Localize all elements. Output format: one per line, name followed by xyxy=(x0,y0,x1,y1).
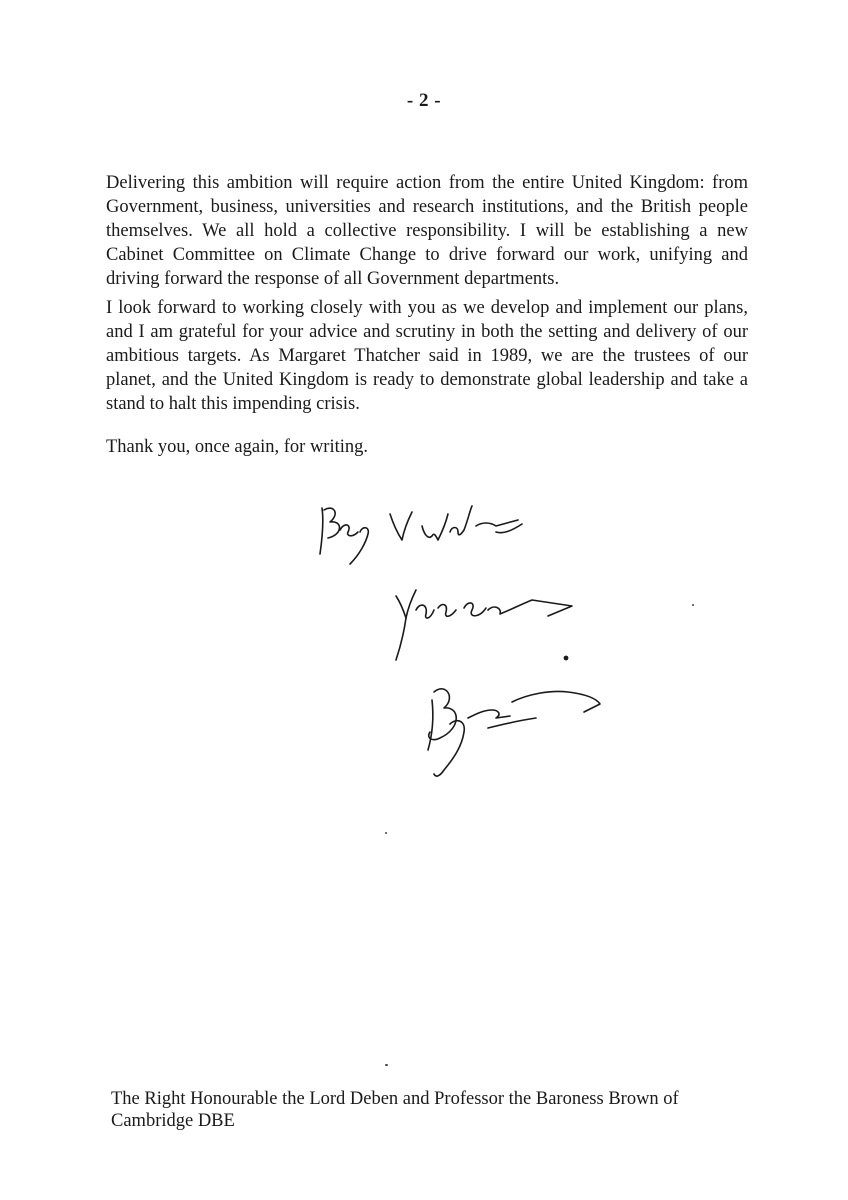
scan-speck xyxy=(692,604,694,606)
paragraph-working-together: I look forward to working closely with you as we develop and implement our plans, and I am grateful for your advice and scrutiny in both the setting and delivery of our ambitious targets. As Margaret Thatcher said in 1989, we are the trustees of our planet, and the United Kingdom is ready to demonstrate global leadership and take a stand to halt this impending crisis. xyxy=(106,298,748,414)
scan-speck xyxy=(385,1064,388,1066)
scan-speck xyxy=(385,832,387,834)
paragraph-ambition: Delivering this ambition will require action from the entire United Kingdom: from Government, business, universities and research institutions, and the British people themselves. We all hold a collective responsibility. I will be establishing a new Cabinet Committee on Climate Change to drive forward our work, unifying and driving forward the response of all Government departments. xyxy=(106,173,748,289)
handwritten-signature-icon xyxy=(300,492,630,792)
page-number: - 2 - xyxy=(406,90,442,111)
paragraph-thanks: Thank you, once again, for writing. xyxy=(106,437,369,457)
addressee-block: The Right Honourable the Lord Deben and Professor the Baroness Brown of Cambridge DBE xyxy=(111,1089,679,1131)
